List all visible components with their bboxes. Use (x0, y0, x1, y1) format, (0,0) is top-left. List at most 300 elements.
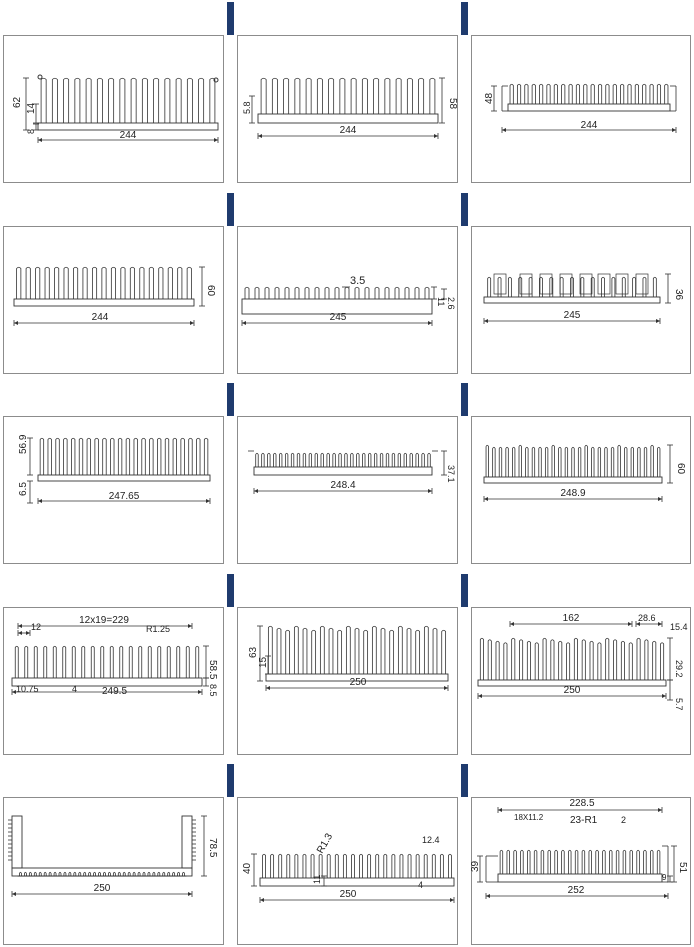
heatsink-fin (385, 78, 390, 114)
heatsink-fin (351, 453, 354, 467)
heatsink-fin (343, 854, 346, 878)
heatsink-fin (539, 84, 542, 104)
heatsink-fin (133, 872, 135, 876)
profile-drawing (238, 417, 457, 563)
dimension-label: 8.5 (208, 684, 218, 697)
dimension-label: 62 (12, 96, 23, 108)
heatsink-fin (351, 854, 354, 878)
heatsink-fin (327, 453, 330, 467)
dimension-label: 10.75 (16, 684, 39, 694)
heatsink-fin (628, 84, 631, 104)
product-card (0, 764, 227, 947)
heatsink-fin (338, 630, 342, 674)
heatsink-fin (416, 453, 419, 467)
heatsink-fin (584, 84, 587, 104)
heatsink-fin (149, 267, 153, 299)
heatsink-fin (131, 78, 136, 123)
heatsink-fin (532, 84, 535, 104)
dimension-label: 4 (72, 684, 77, 694)
heatsink-fin (365, 287, 369, 299)
heatsink-fin (74, 872, 76, 876)
heatsink-fin (428, 453, 431, 467)
profile-drawing (238, 798, 457, 944)
dimension-label: 36 (673, 289, 684, 301)
heatsink-fin (555, 850, 558, 874)
heatsink-fin (39, 872, 41, 876)
heatsink-fin (385, 287, 389, 299)
heatsink-fin (643, 84, 646, 104)
product-card (234, 193, 461, 376)
heatsink-fin (606, 638, 609, 680)
heatsink-fin (327, 854, 330, 878)
profile-drawing (4, 798, 223, 944)
profile-drawing-frame (3, 797, 224, 945)
heatsink-fin (630, 850, 633, 874)
dimension-label: 250 (340, 889, 357, 900)
heatsink-fin (346, 626, 350, 674)
dimension-label: 51 (677, 862, 688, 874)
product-card (468, 574, 694, 757)
heatsink-fin (578, 447, 581, 477)
profile-drawing-frame (3, 35, 224, 183)
heatsink-fin (493, 447, 496, 477)
product-header (468, 574, 694, 607)
profile-drawing-frame (471, 797, 691, 945)
heatsink-fin (315, 453, 318, 467)
dimension-label: 48 (484, 92, 495, 104)
heatsink-fin (64, 78, 69, 123)
product-model-title: TK-10943 (254, 391, 308, 405)
heatsink-profile (508, 84, 670, 111)
heatsink-fin (113, 872, 115, 876)
heatsink-fin (398, 626, 402, 674)
heatsink-fin (514, 850, 517, 874)
heatsink-fin (268, 453, 271, 467)
heatsink-fin (120, 78, 125, 123)
heatsink-fin (279, 453, 282, 467)
heatsink-fin (142, 78, 147, 123)
dimension-label: 14 (26, 102, 37, 114)
heatsink-fin (111, 438, 115, 475)
heatsink-fin (79, 438, 83, 475)
heatsink-fin (178, 872, 180, 876)
heatsink-fin (177, 646, 180, 678)
heatsink-fin (187, 78, 192, 123)
product-card (234, 574, 461, 757)
heatsink-fin (665, 84, 668, 104)
heatsink-profile (242, 287, 432, 314)
heatsink-fin (48, 438, 52, 475)
heatsink-fin (303, 854, 306, 878)
heatsink-fin (140, 267, 144, 299)
heatsink-fin (279, 854, 282, 878)
heatsink-fin (432, 854, 435, 878)
heatsink-fin (126, 438, 130, 475)
heatsink-fin (535, 643, 538, 680)
heatsink-fin (345, 453, 348, 467)
heatsink-fin (41, 78, 46, 123)
heatsink-fin (582, 640, 585, 680)
heatsink-fin (631, 447, 634, 477)
heatsink-fin (442, 630, 446, 674)
heatsink-fin (72, 646, 75, 678)
heatsink-fin (165, 438, 169, 475)
heatsink-fin (400, 854, 403, 878)
product-model-title: TK-10937 (254, 10, 308, 24)
heatsink-fin (562, 850, 565, 874)
dimension-label: 245 (330, 312, 347, 323)
product-header (234, 2, 461, 35)
dimension-label: 252 (568, 885, 585, 896)
dimension-label: 63 (248, 646, 259, 658)
heatsink-fin (91, 646, 94, 678)
heatsink-fin (120, 646, 123, 678)
heatsink-profile (484, 445, 662, 483)
product-header (468, 2, 694, 35)
heatsink-fin (565, 447, 568, 477)
heatsink-fin (158, 872, 160, 876)
dimension-label: 228.5 (569, 798, 594, 809)
product-model-title: TK-10944 (488, 391, 542, 405)
dimension-label: 12x19=229 (79, 615, 129, 626)
product-model-title: TK-10949 (254, 772, 308, 786)
heatsink-base (258, 114, 438, 123)
product-header (0, 383, 227, 416)
dimension-label: 39 (470, 860, 481, 872)
product-header (234, 764, 461, 797)
dimension-label: 28.6 (638, 613, 656, 623)
heatsink-fin (153, 872, 155, 876)
heatsink-fin (574, 638, 577, 680)
heatsink-fin (605, 447, 608, 477)
side-wall-right (182, 816, 192, 868)
dimension-label: 5.8 (242, 101, 252, 114)
heatsink-fin (404, 453, 407, 467)
profile-drawing (472, 608, 690, 754)
heatsink-fin (55, 267, 59, 299)
product-model-title: TK-10939 (20, 201, 74, 215)
heatsink-fin (134, 438, 138, 475)
dimension-label: R1.3 (315, 831, 335, 855)
heatsink-fin (52, 78, 57, 123)
profile-drawing (4, 227, 223, 373)
heatsink-fin (199, 78, 204, 123)
heatsink-fin (118, 872, 120, 876)
heatsink-fin (566, 643, 569, 680)
heatsink-fin (598, 447, 601, 477)
heatsink-fin (24, 872, 26, 876)
heatsink-fin (363, 453, 366, 467)
heatsink-fin (40, 438, 44, 475)
heatsink-fin (430, 78, 435, 114)
heatsink-fin (422, 453, 425, 467)
heatsink-fin (419, 78, 424, 114)
heatsink-fin (499, 447, 502, 477)
product-model-title: TK-10945 (20, 582, 74, 596)
profile-drawing-frame (3, 607, 224, 755)
heatsink-fin (415, 287, 419, 299)
heatsink-fin (381, 628, 385, 674)
product-card (0, 2, 227, 185)
heatsink-fin (297, 453, 300, 467)
heatsink-fin (552, 445, 555, 477)
heatsink-fin (275, 287, 279, 299)
heatsink-fin (286, 630, 290, 674)
dimension-label: 6.5 (18, 482, 29, 496)
heatsink-fin (92, 267, 96, 299)
heatsink-fin (82, 646, 85, 678)
heatsink-fin (272, 78, 277, 114)
heatsink-base (14, 299, 194, 306)
profile-drawing-frame (471, 35, 691, 183)
profile-drawing (472, 798, 690, 944)
heatsink-fin (189, 438, 193, 475)
heatsink-fin (424, 854, 427, 878)
heatsink-fin (138, 872, 140, 876)
heatsink-fin (559, 641, 562, 680)
heatsink-base (260, 878, 454, 886)
fin-tip (38, 75, 42, 79)
heatsink-fin (386, 453, 389, 467)
heatsink-fin (384, 854, 387, 878)
product-card (468, 2, 694, 185)
profile-drawing (4, 417, 223, 563)
heatsink-fin (255, 287, 259, 299)
heatsink-fin (56, 438, 60, 475)
heatsink-fin (335, 854, 338, 878)
heatsink-fin (130, 267, 134, 299)
heatsink-fin (589, 850, 592, 874)
dimension-label: 244 (120, 130, 137, 141)
heatsink-fin (108, 872, 110, 876)
product-model-title: TK-10942 (20, 391, 74, 405)
dimension-label: 58.5 (207, 660, 218, 680)
heatsink-fin (592, 447, 595, 477)
heatsink-fin (521, 850, 524, 874)
heatsink-fin (651, 445, 654, 477)
heatsink-fin (576, 84, 579, 104)
product-model-title: TK-10936 (20, 10, 74, 24)
heatsink-fin (25, 646, 28, 678)
heatsink-fin (187, 267, 191, 299)
product-header (234, 383, 461, 416)
heatsink-fin (287, 854, 290, 878)
heatsink-fin (97, 78, 102, 123)
heatsink-fin (657, 84, 660, 104)
heatsink-fin (178, 267, 182, 299)
heatsink-fin (168, 872, 170, 876)
product-card (0, 383, 227, 566)
heatsink-fin (34, 646, 37, 678)
product-model-title: TK-10940 (254, 201, 308, 215)
heatsink-fin (510, 84, 513, 104)
heatsink-fin (210, 78, 215, 123)
dimension-label: 15 (258, 656, 269, 668)
heatsink-fin (89, 872, 91, 876)
dimension-label: 78.5 (207, 838, 218, 858)
dimension-label: 249.5 (102, 686, 127, 697)
heatsink-fin (291, 453, 294, 467)
profile-drawing-frame (471, 607, 691, 755)
heatsink-fin (392, 453, 395, 467)
heatsink-fin (506, 447, 509, 477)
heatsink-fin (598, 643, 601, 680)
heatsink-fin (395, 287, 399, 299)
profile-drawing-frame (3, 226, 224, 374)
heatsink-fin (165, 78, 170, 123)
dimension-label: 250 (564, 685, 581, 696)
heatsink-fin (488, 277, 491, 297)
heatsink-fin (204, 438, 208, 475)
heatsink-fin (440, 854, 443, 878)
product-header (0, 764, 227, 797)
heatsink-fin (547, 84, 550, 104)
heatsink-fin (532, 447, 535, 477)
heatsink-fin (306, 78, 311, 114)
profile-drawing (4, 608, 223, 754)
heatsink-fin (73, 267, 77, 299)
heatsink-fin (121, 267, 125, 299)
heatsink-fin (245, 287, 249, 299)
heatsink-fin (285, 287, 289, 299)
heatsink-fin (45, 267, 49, 299)
profile-drawing (472, 417, 690, 563)
heatsink-fin (512, 638, 515, 680)
heatsink-fin (167, 646, 170, 678)
heatsink-fin (101, 646, 104, 678)
heatsink-fin (173, 872, 175, 876)
heatsink-fin (17, 267, 21, 299)
heatsink-fin (657, 447, 660, 477)
product-card (468, 193, 694, 376)
heatsink-fin (375, 287, 379, 299)
heatsink-fin (620, 84, 623, 104)
heatsink-fin (635, 84, 638, 104)
heatsink-fin (256, 453, 259, 467)
heatsink-fin (333, 453, 336, 467)
heatsink-fin (99, 872, 101, 876)
product-card (468, 383, 694, 566)
heatsink-fin (548, 850, 551, 874)
heatsink-fin (424, 626, 428, 674)
heatsink-fin (507, 850, 510, 874)
dimension-label: 247.65 (109, 491, 140, 502)
heatsink-fin (196, 646, 199, 678)
heatsink-fin (59, 872, 61, 876)
heatsink-fin (374, 453, 377, 467)
heatsink-fin (650, 850, 653, 874)
product-model-title: TK-10947 (488, 582, 542, 596)
heatsink-fin (129, 646, 132, 678)
heatsink-fin (163, 872, 165, 876)
heatsink-fin (271, 854, 274, 878)
product-header (0, 193, 227, 226)
heatsink-fin (569, 84, 572, 104)
dimension-label: 2.6 (446, 297, 456, 310)
heatsink-fin (295, 854, 298, 878)
heatsink-fin (372, 626, 376, 674)
heatsink-fin (496, 641, 499, 680)
heatsink-fin (34, 872, 36, 876)
heatsink-fin (118, 438, 122, 475)
heatsink-fin (637, 850, 640, 874)
heatsink-fin (154, 78, 159, 123)
heatsink-fin (500, 850, 503, 874)
profile-drawing-frame (471, 226, 691, 374)
heatsink-fin (598, 84, 601, 104)
heatsink-fin (63, 646, 66, 678)
heatsink-fin (613, 640, 616, 680)
heatsink-fin (173, 438, 177, 475)
heatsink-fin (504, 643, 507, 680)
heatsink-base (508, 104, 670, 111)
heatsink-fin (320, 626, 324, 674)
heatsink-fin (408, 854, 411, 878)
dimension-label: 60 (675, 463, 686, 475)
heatsink-fin (543, 638, 546, 680)
heatsink-fin (26, 267, 30, 299)
heatsink-fin (596, 850, 599, 874)
dimension-label: 11 (436, 297, 446, 306)
dimension-label: 15.4 (670, 622, 688, 632)
heatsink-fin (539, 447, 542, 477)
heatsink-fin (303, 628, 307, 674)
heatsink-fin (345, 287, 349, 299)
heatsink-fin (197, 438, 201, 475)
product-header (468, 764, 694, 797)
heatsink-fin (143, 872, 145, 876)
heatsink-base (12, 678, 202, 686)
heatsink-fin (638, 447, 641, 477)
dimension-label: 244 (581, 120, 598, 131)
heatsink-fin (368, 453, 371, 467)
heatsink-fin (183, 872, 185, 876)
heatsink-fin (623, 850, 626, 874)
dimension-label: 250 (94, 883, 111, 894)
heatsink-profile (498, 850, 662, 882)
heatsink-fin (142, 438, 146, 475)
heatsink-fin (644, 447, 647, 477)
heatsink-fin (433, 628, 437, 674)
heatsink-fin (284, 78, 289, 114)
product-card (234, 764, 461, 947)
profile-drawing (238, 36, 457, 182)
heatsink-fin (319, 854, 322, 878)
heatsink-fin (19, 872, 21, 876)
dimension-label: 2 (621, 815, 626, 825)
heatsink-fin (488, 640, 491, 680)
heatsink-fin (621, 641, 624, 680)
dimension-label: 248.9 (560, 488, 585, 499)
heatsink-fin (263, 854, 266, 878)
profile-drawing (238, 227, 457, 373)
heatsink-fin (407, 628, 411, 674)
heatsink-fin (312, 630, 316, 674)
dimension-label: 4 (418, 880, 423, 890)
heatsink-fin (274, 453, 277, 467)
heatsink-fin (407, 78, 412, 114)
dimension-label: 5.7 (674, 698, 684, 711)
product-card (468, 764, 694, 947)
product-header (0, 574, 227, 607)
heatsink-fin (150, 438, 154, 475)
dimension-label: 18X11.2 (514, 813, 544, 822)
heatsink-fin (591, 84, 594, 104)
heatsink-fin (309, 453, 312, 467)
heatsink-profile (18, 872, 186, 876)
heatsink-fin (87, 438, 91, 475)
heatsink-fin (541, 850, 544, 874)
